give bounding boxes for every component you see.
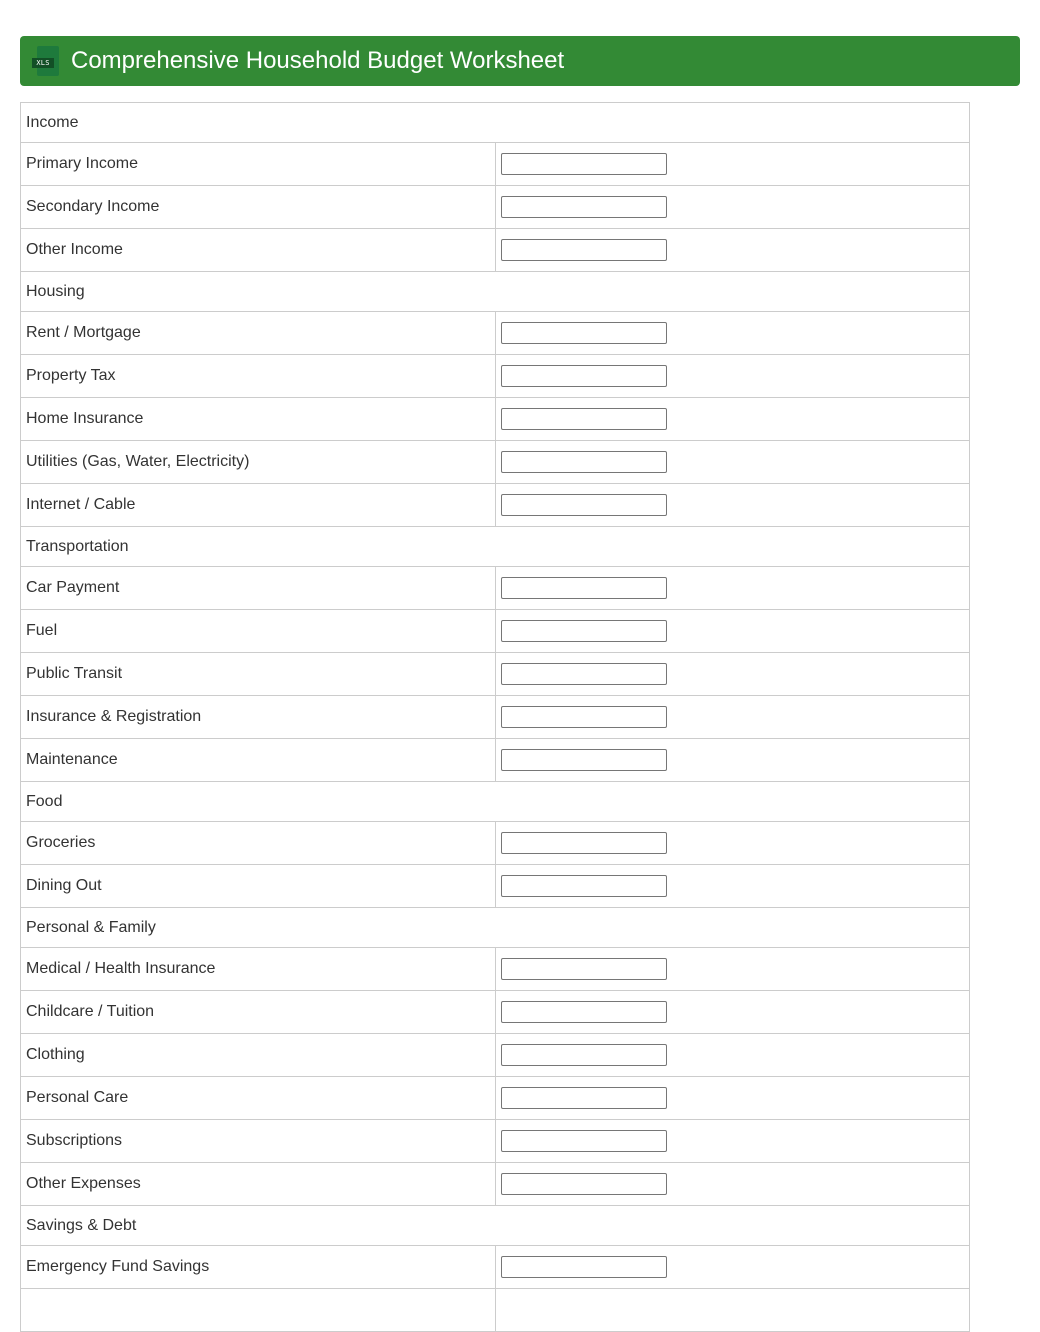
table-row — [21, 653, 970, 696]
row-label: Rent / Mortgage — [21, 312, 496, 355]
table-row — [21, 484, 970, 527]
budget-table — [20, 102, 970, 1332]
row-label: Other Income — [21, 229, 496, 272]
section-heading: Housing — [21, 272, 970, 312]
rent-mortgage-input[interactable] — [501, 322, 667, 344]
table-row — [21, 1246, 970, 1289]
table-row — [21, 1120, 970, 1163]
table-row — [21, 696, 970, 739]
row-label: Maintenance — [21, 739, 496, 782]
row-label: Car Payment — [21, 567, 496, 610]
row-label: Medical / Health Insurance — [21, 948, 496, 991]
page-title: Comprehensive Household Budget Worksheet — [71, 47, 565, 74]
table-row — [21, 229, 970, 272]
car-payment-input[interactable] — [501, 577, 667, 599]
row-label: Internet / Cable — [21, 484, 496, 527]
section-row-housing — [21, 272, 970, 312]
row-label: Primary Income — [21, 143, 496, 186]
table-row — [21, 1163, 970, 1206]
table-row — [21, 355, 970, 398]
table-row — [21, 441, 970, 484]
clothing-input[interactable] — [501, 1044, 667, 1066]
row-label: Fuel — [21, 610, 496, 653]
row-label: Subscriptions — [21, 1120, 496, 1163]
table-row — [21, 398, 970, 441]
row-label: Childcare / Tuition — [21, 991, 496, 1034]
subscriptions-input[interactable] — [501, 1130, 667, 1152]
secondary-income-input[interactable] — [501, 196, 667, 218]
table-row — [21, 143, 970, 186]
utilities-input[interactable] — [501, 451, 667, 473]
maintenance-input[interactable] — [501, 749, 667, 771]
table-row — [21, 822, 970, 865]
row-label: Personal Care — [21, 1077, 496, 1120]
table-row — [21, 865, 970, 908]
row-label: Other Expenses — [21, 1163, 496, 1206]
emergency-fund-savings-input[interactable] — [501, 1256, 667, 1278]
property-tax-input[interactable] — [501, 365, 667, 387]
row-label: Public Transit — [21, 653, 496, 696]
dining-out-input[interactable] — [501, 875, 667, 897]
table-row — [21, 948, 970, 991]
public-transit-input[interactable] — [501, 663, 667, 685]
table-row — [21, 991, 970, 1034]
row-label: Dining Out — [21, 865, 496, 908]
row-label: Insurance & Registration — [21, 696, 496, 739]
childcare-tuition-input[interactable] — [501, 1001, 667, 1023]
personal-care-input[interactable] — [501, 1087, 667, 1109]
section-row-income — [21, 103, 970, 143]
section-row-transportation — [21, 527, 970, 567]
table-row — [21, 739, 970, 782]
section-heading: Income — [21, 103, 970, 143]
insurance-registration-input[interactable] — [501, 706, 667, 728]
section-heading: Food — [21, 782, 970, 822]
primary-income-input[interactable] — [501, 153, 667, 175]
other-income-input[interactable] — [501, 239, 667, 261]
medical-health-insurance-input[interactable] — [501, 958, 667, 980]
table-row — [21, 1289, 970, 1332]
fuel-input[interactable] — [501, 620, 667, 642]
section-heading: Savings & Debt — [21, 1206, 970, 1246]
row-label: Groceries — [21, 822, 496, 865]
table-row — [21, 1034, 970, 1077]
internet-cable-input[interactable] — [501, 494, 667, 516]
other-expenses-input[interactable] — [501, 1173, 667, 1195]
row-label: Emergency Fund Savings — [21, 1246, 496, 1289]
table-row — [21, 312, 970, 355]
section-heading: Transportation — [21, 527, 970, 567]
row-label: Clothing — [21, 1034, 496, 1077]
section-row-personal-family — [21, 908, 970, 948]
table-row — [21, 610, 970, 653]
table-row — [21, 186, 970, 229]
section-heading: Personal & Family — [21, 908, 970, 948]
row-label: Home Insurance — [21, 398, 496, 441]
row-label — [21, 1289, 496, 1332]
row-label: Property Tax — [21, 355, 496, 398]
section-row-savings-debt — [21, 1206, 970, 1246]
table-row — [21, 567, 970, 610]
groceries-input[interactable] — [501, 832, 667, 854]
section-row-food — [21, 782, 970, 822]
row-label: Utilities (Gas, Water, Electricity) — [21, 441, 496, 484]
home-insurance-input[interactable] — [501, 408, 667, 430]
table-row — [21, 1077, 970, 1120]
page-header — [20, 36, 1020, 86]
xls-file-icon: XLS — [32, 46, 60, 76]
row-label: Secondary Income — [21, 186, 496, 229]
